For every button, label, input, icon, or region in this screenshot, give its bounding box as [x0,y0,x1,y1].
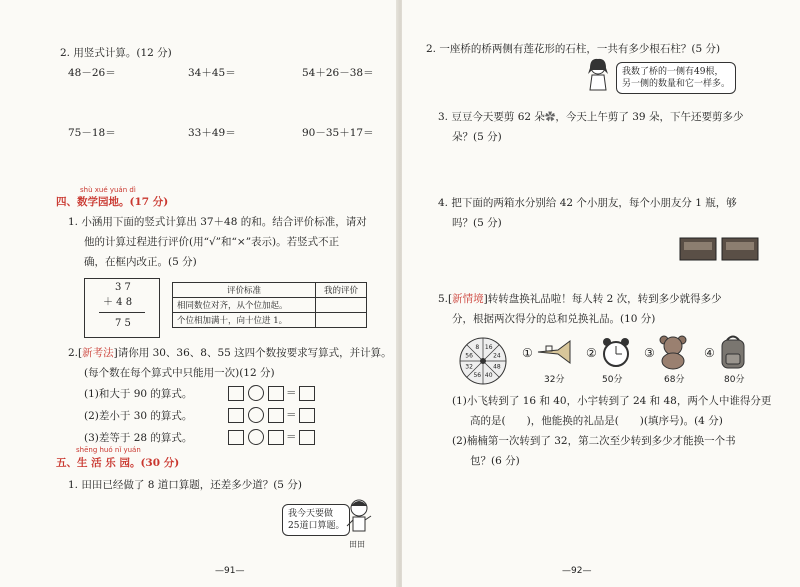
section-score: (17 分) [129,196,169,208]
page-number-value: 91 [224,566,236,576]
question-line: 确，在框内改正。(5 分) [84,256,197,268]
girl-icon [584,58,612,94]
speech-bubble [282,504,350,536]
evaluation-input[interactable] [316,313,367,328]
flower-icon: ✿ [544,111,556,123]
correction-box[interactable] [84,278,160,338]
subquestion: 高的是( )，他能换的礼品是( )(填序号)。(4 分) [470,415,723,427]
prize-number: ② [586,346,597,360]
q2-title: 2. 用竖式计算。(12 分) [60,47,172,59]
evaluation-input[interactable] [316,298,367,313]
subquestion: (3)差等于 28 的算式。 [84,432,193,444]
boy-icon [344,498,374,538]
question-line [438,110,743,124]
equation-blanks[interactable] [226,407,317,423]
wheel-number: 32 [465,363,473,371]
section-title: 五、生 活 乐 园。 [56,457,141,469]
prize-points: 80分 [724,375,745,385]
question-text: 请你用 30、36、8、55 这四个数按要求写算式，并计算。 [117,347,392,359]
section-heading [56,456,179,470]
speech-bubble [616,62,736,94]
subquestion: (1)和大于 90 的算式。 [84,388,193,400]
section-pinyin: shù xué yuán dì [80,186,136,194]
calc-item: 54＋26－38＝ [302,67,374,79]
spinner-wheel-icon [458,336,508,386]
table-cell: 个位相加满十，向十位进 1。 [173,313,316,328]
operator-circle[interactable] [248,385,264,401]
table-cell: 相同数位对齐，从个位加起。 [173,298,316,313]
blank-square[interactable] [299,386,315,401]
operator-circle[interactable] [248,407,264,423]
bubble-line: 25道口算题。 [288,521,345,531]
blank-square[interactable] [268,408,284,423]
question-line: 4. 把下面的两箱水分别给 42 个小朋友，每个小朋友分 1 瓶，够 [438,197,737,209]
prize-number: ① [522,346,533,360]
subquestion: (1)小飞转到了 16 和 40，小宇转到了 24 和 48，两个人中谁得分更 [452,395,772,407]
wheel-number: 48 [493,363,501,371]
blank-square[interactable] [228,408,244,423]
subquestion: (2)差小于 30 的算式。 [84,410,193,422]
equals-sign: ＝ [286,431,297,443]
equals-sign: ＝ [286,387,297,399]
bubble-line: 另一侧的数量和它一样多。 [622,79,731,89]
page-number-value: 92 [571,566,583,576]
equation-blanks[interactable] [226,429,317,445]
prize-points: 68分 [664,375,685,385]
wheel-number: 40 [484,371,493,379]
calc-item: 90－35＋17＝ [302,127,374,139]
alarm-clock-icon [600,336,632,368]
prize-points: 32分 [544,375,565,385]
question-line: 他的计算过程进行评价(用“√”和“×”表示)。若竖式不正 [84,236,340,248]
operator-circle[interactable] [248,429,264,445]
equals-sign: ＝ [286,409,297,421]
prize-number: ③ [644,346,655,360]
table-header: 我的评价 [316,283,367,298]
wheel-number: 8 [475,344,480,352]
question-line: 2. 一座桥的桥两侧有莲花形的石柱，一共有多少根石柱？(5 分) [426,43,721,55]
equation-blanks[interactable] [226,385,317,401]
question-line: 5.[新情境]转转盘换礼品啦！每人转 2 次，转到多少就得多少 [438,293,722,305]
question-note: (每个数在每个算式中只能用一次)(12 分) [84,367,275,379]
bubble-line: 我今天要做 [288,509,334,519]
calc-item: 33＋49＝ [188,127,236,139]
question-line: 朵？(5 分) [452,131,502,143]
blank-square[interactable] [299,408,315,423]
table-header: 评价标准 [173,283,316,298]
section-heading [56,195,168,209]
prize-points: 50分 [602,375,623,385]
calc-item: 34＋45＝ [188,67,236,79]
calc-item: 48－26＝ [68,67,116,79]
question-line: 分，根据两次得分的总和兑换礼品。(10 分) [452,313,656,325]
trumpet-icon [536,338,572,366]
water-boxes-icon [678,232,762,262]
blank-square[interactable] [228,386,244,401]
wheel-number: 56 [465,352,473,360]
question-text: 3. 豆豆今天要剪 62 朵 [438,111,545,123]
addend-1: 3 7 [115,282,131,293]
blank-square[interactable] [228,430,244,445]
blank-square[interactable] [268,430,284,445]
evaluation-table [172,282,367,328]
question-line: 1. 田田已经做了 8 道口算题，还差多少道？(5 分) [68,479,302,491]
wheel-number: 24 [493,352,501,360]
teddy-bear-icon [656,334,690,370]
new-method-tag: 新考法 [82,347,114,359]
section-score: (30 分) [140,457,180,469]
bubble-line: 我数了桥的一侧有49根， [622,67,724,77]
page-number: —92— [562,566,592,576]
calc-item: 75－18＝ [68,127,116,139]
new-scene-tag: 新情境 [452,293,484,305]
blank-square[interactable] [268,386,284,401]
addend-2: ＋ 4 8 [103,297,133,308]
backpack-icon [718,334,748,370]
wheel-number: 56 [473,371,482,379]
question-line: 2.[新考法]请你用 30、36、8、55 这四个数按要求写算式，并计算。 [68,347,392,359]
character-name: 田田 [349,540,365,549]
sum-result: 7 5 [115,318,131,329]
question-text: ，今天上午剪了 39 朵，下午还要剪多少 [555,111,744,123]
blank-square[interactable] [299,430,315,445]
wheel-number: 16 [484,344,493,352]
subquestion: 包？(6 分) [470,455,520,467]
right-page [402,0,800,587]
sum-line [99,312,145,313]
section-title: 四、数学园地。 [56,196,130,208]
question-line: 吗？(5 分) [452,217,502,229]
prize-number: ④ [704,346,715,360]
question-text: 转转盘换礼品啦！每人转 2 次，转到多少就得多少 [487,293,722,305]
question-line: 1. 小涵用下面的竖式计算出 37＋48 的和。结合评价标准，请对 [68,216,367,228]
section-pinyin: shēng huó nǐ yuán [76,446,141,454]
left-page [0,0,398,587]
page-number: —91— [215,566,245,576]
subquestion: (2)楠楠第一次转到了 32，第二次至少转到多少才能换一个书 [452,435,736,447]
